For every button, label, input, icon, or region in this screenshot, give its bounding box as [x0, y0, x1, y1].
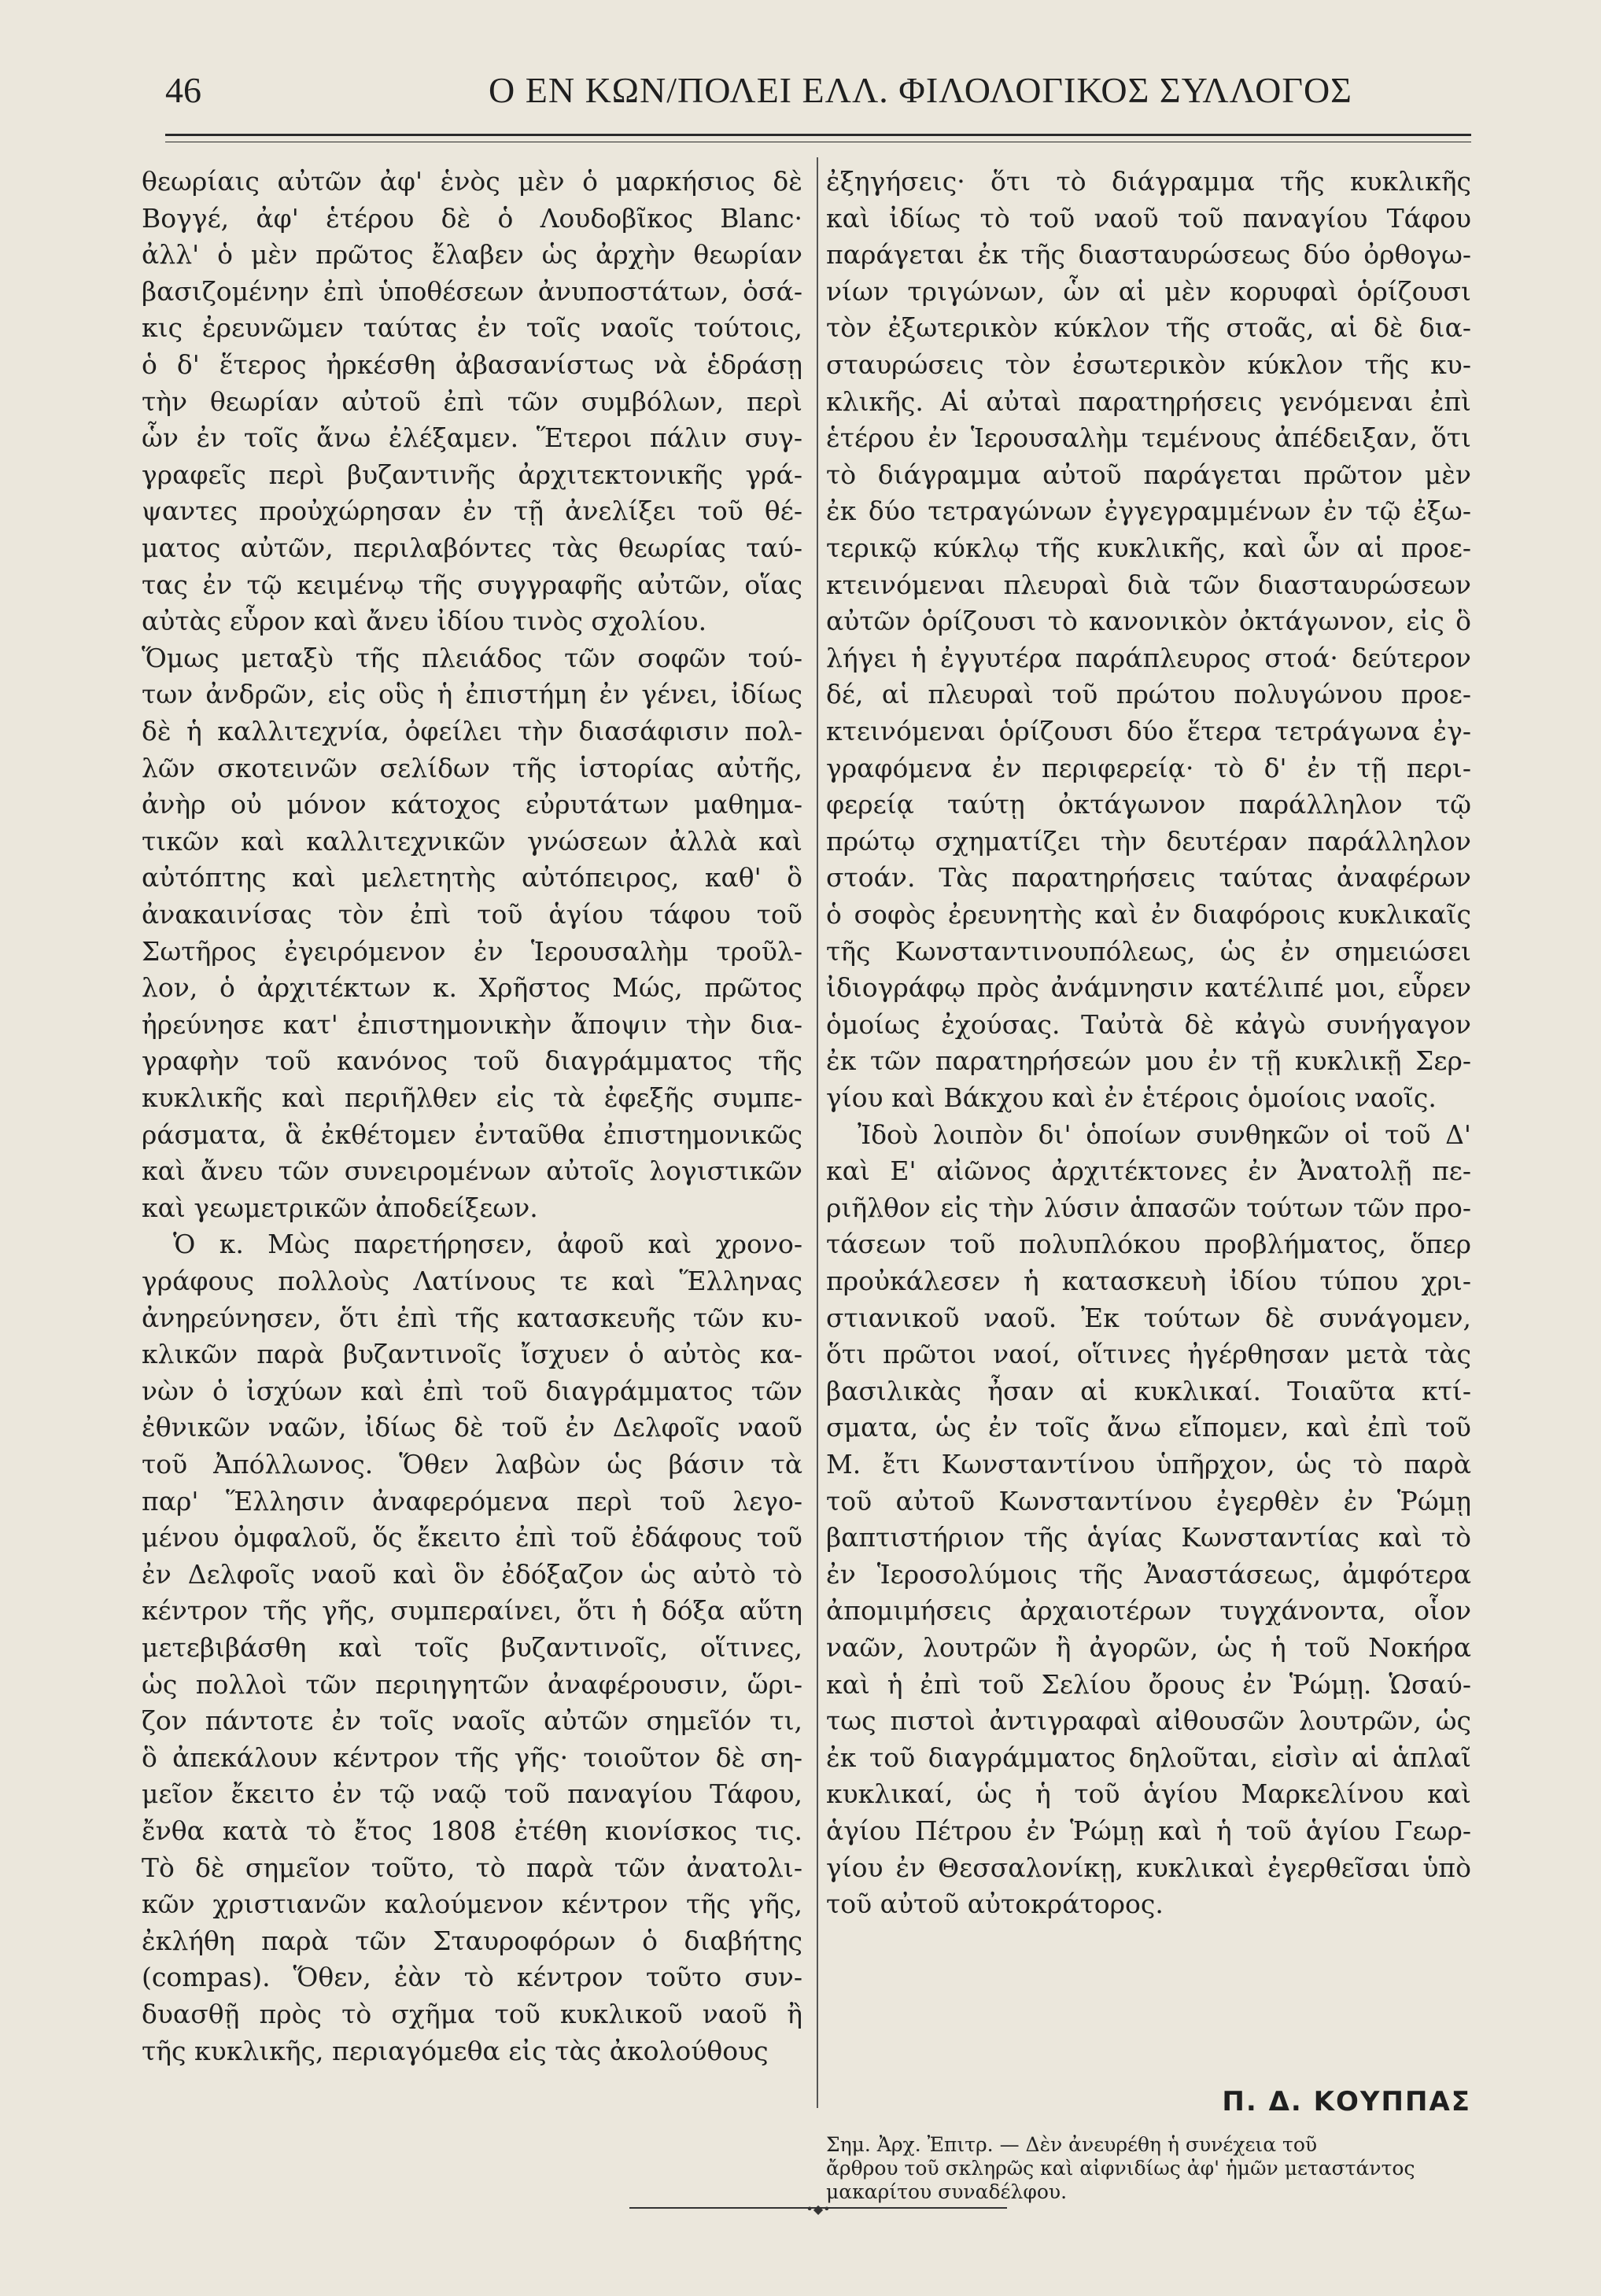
- text-line: μεῖον ἔκειτο ἐν τῷ ναῷ τοῦ παναγίου Τάφου,: [142, 1778, 802, 1810]
- text-line: τοῦ αὐτοῦ Κωνσταντίνου ἐγερθὲν ἐν Ῥώμῃ: [826, 1485, 1471, 1517]
- text-line: βασιλικὰς ἦσαν αἱ κυκλικαί. Τοιαῦτα κτί-: [826, 1375, 1471, 1406]
- text-line: λήγει ἡ ἐγγυτέρα παράπλευρος στοά· δεύτερον: [826, 642, 1471, 673]
- text-line: τῆς Κωνσταντινουπόλεως, ὡς ἐν σημειώσει: [826, 935, 1471, 967]
- text-line: ὃ ἀπεκάλουν κέντρον τῆς γῆς· τοιοῦτον δὲ ση-: [142, 1741, 802, 1773]
- text-line: ἐκ τῶν παρατηρήσεών μου ἐν τῇ κυκλικῇ Σερ-: [826, 1045, 1471, 1077]
- text-line: μένου ὀμφαλοῦ, ὅς ἔκειτο ἐπὶ τοῦ ἐδάφους τοῦ: [142, 1522, 802, 1553]
- text-line: σματα, ὡς ἐν τοῖς ἄνω εἴπομεν, καὶ ἐπὶ τοῦ: [826, 1412, 1471, 1443]
- text-line: καὶ ἰδίως τὸ τοῦ ναοῦ τοῦ παναγίου Τάφου: [826, 202, 1471, 234]
- text-line: ματος αὐτῶν, περιλαβόντες τὰς θεωρίας ταύ-: [142, 533, 802, 563]
- text-line: τὸ διάγραμμα αὐτοῦ παράγεται πρῶτον μὲν: [826, 459, 1471, 490]
- text-line: κτεινόμεναι ὁρίζουσι δύο ἕτερα τετράγωνα ἐγ-: [826, 716, 1471, 746]
- text-line: στιανικοῦ ναοῦ. Ἐκ τούτων δὲ συνάγομεν,: [826, 1302, 1471, 1333]
- text-line: ἠρεύνησε κατ' ἐπιστημονικὴν ἄποψιν τὴν δια-: [142, 1008, 802, 1040]
- text-line: ἐκ δύο τετραγώνων ἐγγεγραμμένων ἐν τῷ ἐξω-: [826, 496, 1471, 527]
- author-signature: Π. Δ. ΚΟΥΠΠΑΣ: [1222, 2086, 1471, 2117]
- text-line: ράσματα, ἃ ἐκθέτομεν ἐνταῦθα ἐπιστημονικῶς: [142, 1119, 802, 1150]
- text-line: αὐτόπτης καὶ μελετητὴς αὐτόπειρος, καθ' ὃ: [142, 862, 802, 894]
- text-line: αὐτὰς εὗρον καὶ ἄνευ ἰδίου τινὸς σχολίου.: [142, 606, 707, 637]
- text-line: κυκλικῆς καὶ περιῆλθεν εἰς τὰ ἐφεξῆς συμπε-: [142, 1082, 802, 1113]
- text-line: Ἰδοὺ λοιπὸν δι' ὁποίων συνθηκῶν οἱ τοῦ Δ': [858, 1119, 1471, 1150]
- text-line: ἑτέρου ἐν Ἱερουσαλὴμ τεμένους ἀπέδειξαν, ὅτι: [826, 422, 1471, 454]
- text-line: ψαντες προὐχώρησαν ἐν τῇ ἀνελίξει τοῦ θέ-: [142, 496, 802, 527]
- text-line: ὧν ἐν τοῖς ἄνω ἐλέξαμεν. Ἕτεροι πάλιν συγ-: [142, 422, 802, 454]
- text-line: γραφεῖς περὶ βυζαντινῆς ἀρχιτεκτονικῆς γρά-: [142, 459, 802, 490]
- text-line: ἔνθα κατὰ τὸ ἔτος 1808 ἐτέθη κιονίσκος τις.: [142, 1815, 802, 1846]
- running-header: [165, 69, 1471, 124]
- text-line: ὁ δ' ἕτερος ἠρκέσθη ἀβασανίστως νὰ ἑδράσῃ: [142, 349, 802, 380]
- text-line: γραφὴν τοῦ κανόνος τοῦ διαγράμματος τῆς: [142, 1045, 802, 1077]
- text-line: τάσεων τοῦ πολυπλόκου προβλήματος, ὅπερ: [826, 1229, 1471, 1260]
- text-line: τερικῷ κύκλῳ τῆς κυκλικῆς, καὶ ὧν αἱ προε-: [826, 533, 1471, 563]
- text-line: στοάν. Τὰς παρατηρήσεις ταύτας ἀναφέρων: [826, 862, 1471, 894]
- text-line: κυκλικαί, ὡς ἡ τοῦ ἁγίου Μαρκελίνου καὶ: [826, 1778, 1471, 1810]
- end-ornament: •◆•: [806, 2202, 831, 2217]
- text-line: λῶν σκοτεινῶν σελίδων τῆς ἱστορίας αὐτῆς,: [142, 752, 802, 783]
- text-line: ἁγίου Πέτρου ἐν Ῥώμῃ καὶ ἡ τοῦ ἁγίου Γεωρ-: [826, 1815, 1471, 1846]
- text-line: ἐκ τοῦ διαγράμματος δηλοῦται, εἰσὶν αἱ ἁπλαῖ: [826, 1741, 1471, 1773]
- text-line: παρ' Ἕλλησιν ἀναφερόμενα περὶ τοῦ λεγο-: [142, 1485, 802, 1517]
- text-line: παράγεται ἐκ τῆς διασταυρώσεως δύο ὀρθογω-: [826, 239, 1471, 271]
- text-line: βασιζομένην ἐπὶ ὑποθέσεων ἀνυποστάτων, ὁσά-: [142, 275, 802, 307]
- text-line: Ὁ κ. Μὼς παρετήρησεν, ἀφοῦ καὶ χρονο-: [173, 1229, 802, 1260]
- text-line: κῶν χριστιανῶν καλούμενον κέντρον τῆς γῆς,: [142, 1889, 802, 1920]
- text-line: λον, ὁ ἀρχιτέκτων κ. Χρῆστος Μώς, πρῶτος: [142, 972, 802, 1004]
- text-line: τὴν θεωρίαν αὐτοῦ ἐπὶ τῶν συμβόλων, περὶ: [142, 385, 802, 417]
- text-line: ἀνὴρ οὐ μόνον κάτοχος εὐρυτάτων μαθημα-: [142, 789, 802, 820]
- text-line: ὡς πολλοὶ τῶν περιηγητῶν ἀναφέρουσιν, ὥρι-: [142, 1668, 802, 1700]
- text-line: ἀπομιμήσεις ἀρχαιοτέρων τυγχάνοντα, οἷον: [826, 1595, 1471, 1627]
- text-line: ἐν Ἱεροσολύμοις τῆς Ἀναστάσεως, ἀμφότερα: [826, 1558, 1471, 1590]
- text-line: τας ἐν τῷ κειμένῳ τῆς συγγραφῆς αὐτῶν, οἵας: [142, 569, 802, 600]
- page-number: 46: [165, 70, 201, 110]
- text-line: ζον πάντοτε ἐν τοῖς ναοῖς αὐτῶν σημεῖόν τι,: [142, 1705, 802, 1737]
- text-line: ὁ σοφὸς ἐρευνητὴς καὶ ἐν διαφόροις κυκλικαῖς: [826, 899, 1471, 930]
- text-line: τῆς κυκλικῆς, περιαγόμεθα εἰς τὰς ἀκολούθους: [142, 2035, 769, 2066]
- footnote-line: ἄρθρου τοῦ σκληρῶς καὶ αἰφνιδίως ἀφ' ἡμῶν μεταστάντος: [826, 2157, 1415, 2180]
- text-line: κις ἐρευνῶμεν ταύτας ἐν τοῖς ναοῖς τούτοις,: [142, 312, 802, 344]
- text-line: θεωρίαις αὐτῶν ἀφ' ἑνὸς μὲν ὁ μαρκήσιος δὲ: [142, 166, 802, 197]
- text-line: κλικῆς. Αἱ αὐταὶ παρατηρήσεις γενόμεναι ἐπὶ: [826, 385, 1471, 417]
- header-rule: [165, 134, 1471, 136]
- text-line: καὶ ἄνευ τῶν συνειρομένων αὐτοῖς λογιστικῶν: [142, 1155, 802, 1187]
- text-line: ὁμοίως ἐχούσας. Ταὐτὰ δὲ κἀγὼ συνήγαγον: [826, 1008, 1471, 1040]
- text-line: βαπτιστήριον τῆς ἁγίας Κωνσταντίας καὶ τὸ: [826, 1522, 1471, 1553]
- running-title: Ο ΕΝ ΚΩΝ/ΠΟΛΕΙ ΕΛΛ. ΦΙΛΟΛΟΓΙΚΟΣ ΣΥΛΛΟΓΟΣ: [489, 70, 1352, 110]
- text-line: καὶ ἡ ἐπὶ τοῦ Σελίου ὄρους ἐν Ῥώμῃ. Ὡσαύ-: [826, 1668, 1471, 1700]
- text-line: (compas). Ὅθεν, ἐὰν τὸ κέντρον τοῦτο συν-: [142, 1962, 802, 1993]
- text-line: τοῦ αὐτοῦ αὐτοκράτορος.: [826, 1889, 1164, 1920]
- text-line: Μ. ἔτι Κωνσταντίνου ὑπῆρχον, ὡς τὸ παρὰ: [826, 1449, 1471, 1480]
- text-line: νὼν ὁ ἰσχύων καὶ ἐπὶ τοῦ διαγράμματος τῶν: [142, 1375, 802, 1406]
- text-line: κτεινόμεναι πλευραὶ διὰ τῶν διασταυρώσεων: [826, 569, 1471, 600]
- text-line: ἐκλήθη παρὰ τῶν Σταυροφόρων ὁ διαβήτης: [142, 1925, 802, 1956]
- text-line: κέντρον τῆς γῆς, συμπεραίνει, ὅτι ἡ δόξα αὕτη: [142, 1595, 802, 1627]
- text-line: γίου καὶ Βάκχου καὶ ἐν ἑτέροις ὁμοίοις ναοῖς.: [826, 1082, 1437, 1113]
- text-line: γίου ἐν Θεσσαλονίκῃ, κυκλικαὶ ἐγερθεῖσαι ὑπὸ: [826, 1852, 1471, 1883]
- text-line: μετεβιβάσθη καὶ τοῖς βυζαντινοῖς, οἵτινες,: [142, 1632, 802, 1663]
- text-line: τως πιστοὶ ἀντιγραφαὶ αἰθουσῶν λουτρῶν, ὡς: [826, 1705, 1471, 1737]
- text-line: τὸν ἐξωτερικὸν κύκλον τῆς στοᾶς, αἱ δὲ δια-: [826, 312, 1471, 344]
- text-line: Βογγέ, ἀφ' ἑτέρου δὲ ὁ Λουδοβῖκος Blanc·: [142, 202, 802, 234]
- text-line: κλικῶν παρὰ βυζαντινοῖς ἴσχυεν ὁ αὐτὸς κα-: [142, 1339, 802, 1370]
- text-line: ἀνηρεύνησεν, ὅτι ἐπὶ τῆς κατασκευῆς τῶν κυ-: [142, 1302, 802, 1333]
- text-line: δέ, αἱ πλευραὶ τοῦ πρώτου πολυγώνου προε-: [826, 679, 1471, 710]
- text-line: ἀλλ' ὁ μὲν πρῶτος ἔλαβεν ὡς ἀρχὴν θεωρίαν: [142, 239, 802, 271]
- text-line: φερείᾳ ταύτῃ ὀκτάγωνον παράλληλον τῷ: [826, 789, 1471, 820]
- text-line: ὅτι πρῶτοι ναοί, οἵτινες ἠγέρθησαν μετὰ τὰς: [826, 1339, 1471, 1370]
- text-line: πρώτῳ σχηματίζει τὴν δευτέραν παράλληλον: [826, 825, 1471, 857]
- text-line: ἐθνικῶν ναῶν, ἰδίως δὲ τοῦ ἐν Δελφοῖς ναοῦ: [142, 1412, 802, 1443]
- text-line: ριῆλθον εἰς τὴν λύσιν ἁπασῶν τούτων τῶν προ-: [826, 1192, 1471, 1223]
- text-line: τοῦ Ἀπόλλωνος. Ὅθεν λαβὼν ὡς βάσιν τὰ: [142, 1449, 802, 1480]
- text-line: καὶ Ε' αἰῶνος ἀρχιτέκτονες ἐν Ἀνατολῇ πε-: [826, 1155, 1471, 1187]
- text-line: καὶ γεωμετρικῶν ἀποδείξεων.: [142, 1192, 538, 1223]
- text-line: δυασθῇ πρὸς τὸ σχῆμα τοῦ κυκλικοῦ ναοῦ ἢ: [142, 1999, 802, 2029]
- text-line: προὐκάλεσεν ἡ κατασκευὴ ἰδίου τύπου χρι-: [826, 1266, 1471, 1296]
- column-divider: [817, 157, 818, 2108]
- text-line: Ὅμως μεταξὺ τῆς πλειάδος τῶν σοφῶν τού-: [142, 642, 802, 673]
- text-line: ναῶν, λουτρῶν ἢ ἀγορῶν, ὡς ἡ τοῦ Νοκήρα: [826, 1632, 1471, 1663]
- text-line: ἐξηγήσεις· ὅτι τὸ διάγραμμα τῆς κυκλικῆς: [826, 166, 1471, 197]
- text-line: νίων τριγώνων, ὧν αἱ μὲν κορυφαὶ ὁρίζουσι: [826, 275, 1471, 307]
- text-line: ἀνακαινίσας τὸν ἐπὶ τοῦ ἁγίου τάφου τοῦ: [142, 899, 802, 930]
- text-line: γραφόμενα ἐν περιφερείᾳ· τὸ δ' ἐν τῇ περι-: [826, 752, 1471, 783]
- text-line: Τὸ δὲ σημεῖον τοῦτο, τὸ παρὰ τῶν ἀνατολι-: [142, 1852, 802, 1883]
- text-line: Σωτῆρος ἐγειρόμενον ἐν Ἱερουσαλὴμ τροῦλ-: [142, 935, 802, 967]
- text-line: σταυρώσεις τὸν ἐσωτερικὸν κύκλον τῆς κυ-: [826, 349, 1471, 380]
- text-line: αὐτῶν ὁρίζουσι τὸ κανονικὸν ὀκτάγωνον, εἰς ὃ: [826, 606, 1471, 637]
- text-line: γράφους πολλοὺς Λατίνους τε καὶ Ἕλληνας: [142, 1266, 802, 1296]
- text-line: ἰδιογράφῳ πρὸς ἀνάμνησιν κατέλιπέ μοι, εὗρεν: [826, 972, 1471, 1004]
- footnote-line: μακαρίτου συναδέλφου.: [826, 2180, 1068, 2203]
- text-line: ἐν Δελφοῖς ναοῦ καὶ ὃν ἐδόξαζον ὡς αὐτὸ τὸ: [142, 1558, 802, 1590]
- text-line: τικῶν καὶ καλλιτεχνικῶν γνώσεων ἀλλὰ καὶ: [142, 825, 802, 857]
- footnote-line: Σημ. Ἀρχ. Ἐπιτρ. — Δὲν ἀνευρέθη ἡ συνέχεια τοῦ: [826, 2133, 1318, 2156]
- text-line: των ἀνδρῶν, εἰς οὓς ἡ ἐπιστήμη ἐν γένει, ἰδίως: [142, 679, 802, 710]
- text-line: δὲ ἡ καλλιτεχνία, ὀφείλει τὴν διασάφισιν πολ-: [142, 716, 802, 746]
